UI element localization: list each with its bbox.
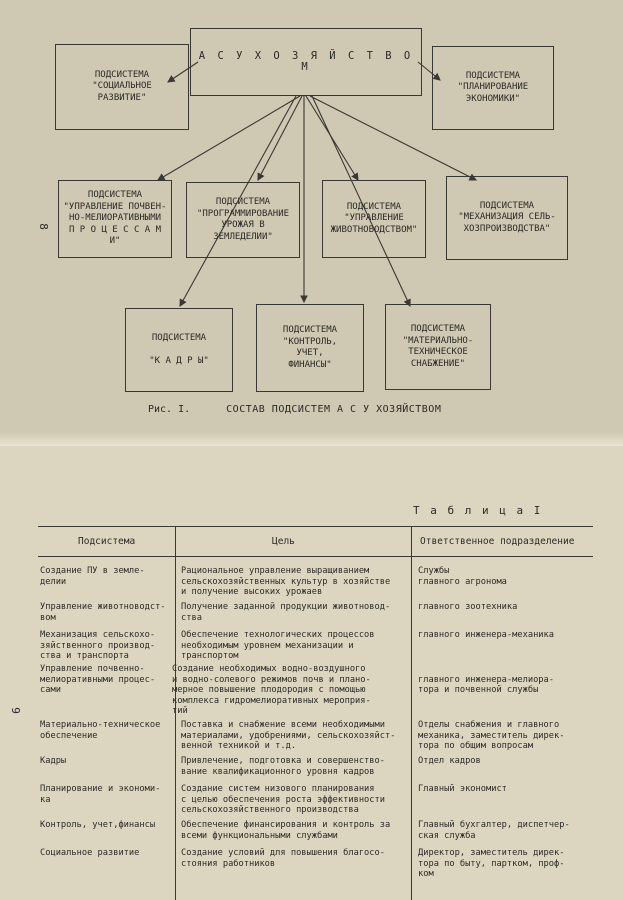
table-row-6-goal: Привлечение, подготовка и совершенство- вание квалификационного уровня кадров — [181, 756, 385, 777]
table-row-3-goal: Обеспечение технологических процессов необходимым уровнем механизации и транспортом — [181, 630, 375, 662]
figure-caption-label: Рис. I. — [148, 404, 191, 415]
table-row-2-responsible: главного зоотехника — [418, 602, 518, 612]
table-row-8-subsystem: Контроль, учет,финансы — [40, 820, 156, 830]
table-row-9-goal: Создание условий для повышения благосо- стояния работников — [181, 848, 385, 869]
table-rule-top — [38, 526, 593, 527]
table-row-1-subsystem: Создание ПУ в земле- делии — [40, 566, 145, 587]
table-row-4-goal: Создание необходимых водно-воздушного и водно-солевого режимов почв и плано- мерное повышение плодородия с помощью комплекса гидромелиоративных мероприя- тий — [172, 664, 371, 717]
table-row-5-subsystem: Материально-техническое обеспечение — [40, 720, 161, 741]
figure-caption — [148, 404, 441, 415]
table-row-8-responsible: Главный бухгалтер, диспетчер- ская служба — [418, 820, 570, 841]
header-responsible: Ответственное подразделение — [420, 536, 575, 547]
subsystem-crops-box: ПОДСИСТЕМА "ПРОГРАММИРОВАНИЕ УРОЖАЯ В ЗЕМЛЕДЕЛИИ" — [186, 182, 300, 258]
table-row-3-subsystem: Механизация сельскохо- зяйственного производ- ства и транспорта — [40, 630, 156, 662]
subsystem-soil-box: ПОДСИСТЕМА "УПРАВЛЕНИЕ ПОЧВЕН- НО-МЕЛИОРАТИВНЫМИ П Р О Ц Е С С А М И" — [58, 180, 172, 258]
subsystem-livestock-box: ПОДСИСТЕМА "УПРАВЛЕНИЕ ЖИВОТНОВОДСТВОМ" — [322, 180, 426, 258]
asu-root-box: А С У Х О З Я Й С Т В О М — [190, 28, 422, 96]
table-row-3-responsible: главного инженера-механика — [418, 630, 554, 640]
subsystem-supply-box: ПОДСИСТЕМА "МАТЕРИАЛЬНО- ТЕХНИЧЕСКОЕ СНАБЖЕНИЕ" — [385, 304, 491, 390]
table-row-2-subsystem: Управление животноводст- вом — [40, 602, 166, 623]
table-row-7-responsible: Главный экономист — [418, 784, 507, 794]
table-row-1-responsible: Службы главного агронома — [418, 566, 507, 587]
table-row-8-goal: Обеспечение финансирования и контроль за всеми функциональными службами — [181, 820, 391, 841]
table-row-1-goal: Рациональное управление выращиванием сельскохозяйственных культур в хозяйстве и получение высоких урожаев — [181, 566, 391, 598]
subsystem-personnel-box: ПОДСИСТЕМА "К А Д Р Ы" — [125, 308, 233, 392]
header-subsystem: Подсистема — [78, 536, 136, 547]
header-goal: Цель — [272, 536, 295, 547]
table-row-9-subsystem: Социальное развитие — [40, 848, 140, 858]
subsystem-control-box: ПОДСИСТЕМА "КОНТРОЛЬ, УЧЕТ, ФИНАНСЫ" — [256, 304, 364, 392]
table-row-5-goal: Поставка и снабжение всеми необходимыми материалами, удобрениями, сельскохозяйст- венной техникой и т.д. — [181, 720, 396, 752]
figure-caption-title: СОСТАВ ПОДСИСТЕМ А С У ХОЗЯЙСТВОМ — [226, 404, 442, 415]
subsystem-planning-box: ПОДСИСТЕМА "ПЛАНИРОВАНИЕ ЭКОНОМИКИ" — [432, 46, 554, 130]
table-row-4-subsystem: Управление почвенно- мелиоративными процес- сами — [40, 664, 156, 696]
subsystem-mechanization-box: ПОДСИСТЕМА "МЕХАНИЗАЦИЯ СЕЛЬ- ХОЗПРОИЗВОДСТВА" — [446, 176, 568, 260]
table-row-9-responsible: Директор, заместитель дирек- тора по быту, партком, проф- ком — [418, 848, 565, 880]
subsystem-social-box: ПОДСИСТЕМА "СОЦИАЛЬНОЕ РАЗВИТИЕ" — [55, 44, 189, 130]
table-row-7-goal: Создание систем низового планирования с целью обеспечения роста эффективности сельскохозяйственного производства — [181, 784, 385, 816]
top-page — [0, 0, 623, 446]
table-title: Т а б л и ц а I — [413, 504, 543, 517]
table-row-7-subsystem: Планирование и экономи- ка — [40, 784, 161, 805]
page-number-bottom: 9 — [8, 707, 22, 714]
table-row-4-responsible: главного инженера-мелиора- тора и почвенной службы — [418, 674, 554, 696]
table-rule-header — [38, 556, 593, 557]
table-row-5-responsible: Отделы снабжения и главного механика, заместитель дирек- тора по общим вопросам — [418, 720, 565, 752]
table-col-divider-2 — [411, 526, 412, 900]
table-row-2-goal: Получение заданной продукции животновод- ства — [181, 602, 391, 623]
table-row-6-subsystem: Кадры — [40, 756, 67, 766]
table-row-6-responsible: Отдел кадров — [418, 756, 481, 766]
page-number-top: 8 — [36, 223, 50, 230]
